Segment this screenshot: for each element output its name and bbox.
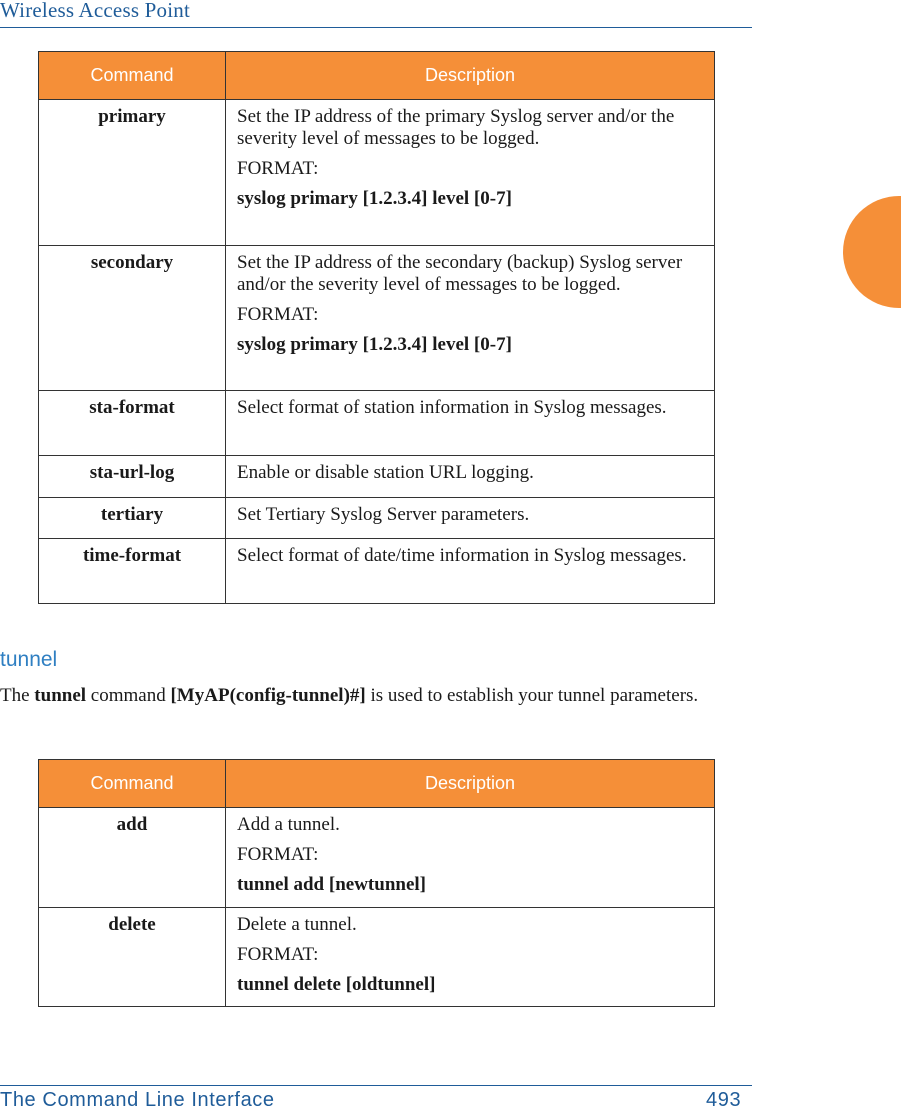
format-syntax: syslog primary [1.2.3.4] level [0-7]: [237, 334, 512, 355]
command-description-cell: [226, 808, 715, 908]
format-label: FORMAT:: [237, 944, 319, 965]
command-description-cell: [226, 391, 715, 456]
syslog-command-table: [38, 51, 715, 604]
command-description-cell: [226, 100, 715, 246]
page-number: 493: [706, 1089, 742, 1111]
tunnel-command-table: [38, 759, 715, 1007]
chapter-tab-marker: [843, 196, 901, 308]
intro-text: The: [0, 685, 35, 706]
header-rule: [0, 27, 752, 28]
format-syntax: tunnel add [newtunnel]: [237, 874, 426, 895]
table-row: [39, 391, 715, 456]
command-description-cell: [226, 539, 715, 604]
column-header-description: Description: [226, 760, 715, 808]
command-description-cell: [226, 498, 715, 539]
table-row: [39, 808, 715, 908]
description-text: Set Tertiary Syslog Server parameters.: [237, 504, 530, 525]
command-name: delete: [39, 908, 226, 1007]
footer-rule: [0, 1085, 752, 1086]
table-row: [39, 456, 715, 498]
intro-text: command: [86, 685, 171, 706]
description-text: Set the IP address of the primary Syslog server and/or the severity level of messages to be logged.: [237, 106, 675, 149]
table-row: [39, 498, 715, 539]
command-name: add: [39, 808, 226, 908]
command-name: secondary: [39, 246, 226, 391]
command-name: primary: [39, 100, 226, 246]
format-syntax: syslog primary [1.2.3.4] level [0-7]: [237, 188, 512, 209]
description-text: Select format of date/time information in Syslog messages.: [237, 545, 687, 566]
section-heading-tunnel: tunnel: [0, 648, 58, 671]
format-label: FORMAT:: [237, 844, 319, 865]
footer-chapter-title: The Command Line Interface: [0, 1089, 275, 1111]
command-description-cell: [226, 456, 715, 498]
section-intro-paragraph: [0, 680, 752, 712]
table-row: [39, 100, 715, 246]
format-label: FORMAT:: [237, 158, 319, 179]
running-header-title: Wireless Access Point: [0, 0, 190, 22]
command-name: sta-url-log: [39, 456, 226, 498]
intro-command: tunnel: [34, 685, 87, 706]
description-text: Set the IP address of the secondary (backup) Syslog server and/or the severity level of messages to be logged.: [237, 252, 683, 295]
command-name: tertiary: [39, 498, 226, 539]
format-syntax: tunnel delete [oldtunnel]: [237, 974, 436, 995]
column-header-description: Description: [226, 52, 715, 100]
description-text: Add a tunnel.: [237, 814, 340, 835]
column-header-command: Command: [39, 52, 226, 100]
table-row: [39, 246, 715, 391]
command-name: sta-format: [39, 391, 226, 456]
command-description-cell: [226, 908, 715, 1007]
table-row: [39, 908, 715, 1007]
description-text: Enable or disable station URL logging.: [237, 462, 534, 483]
description-text: Delete a tunnel.: [237, 914, 357, 935]
format-label: FORMAT:: [237, 304, 319, 325]
description-text: Select format of station information in Syslog messages.: [237, 397, 667, 418]
intro-text: is used to establish your tunnel parameters.: [365, 685, 699, 706]
table-row: [39, 539, 715, 604]
command-description-cell: [226, 246, 715, 391]
intro-prompt: [MyAP(config-tunnel)#]: [170, 685, 366, 706]
column-header-command: Command: [39, 760, 226, 808]
command-name: time-format: [39, 539, 226, 604]
